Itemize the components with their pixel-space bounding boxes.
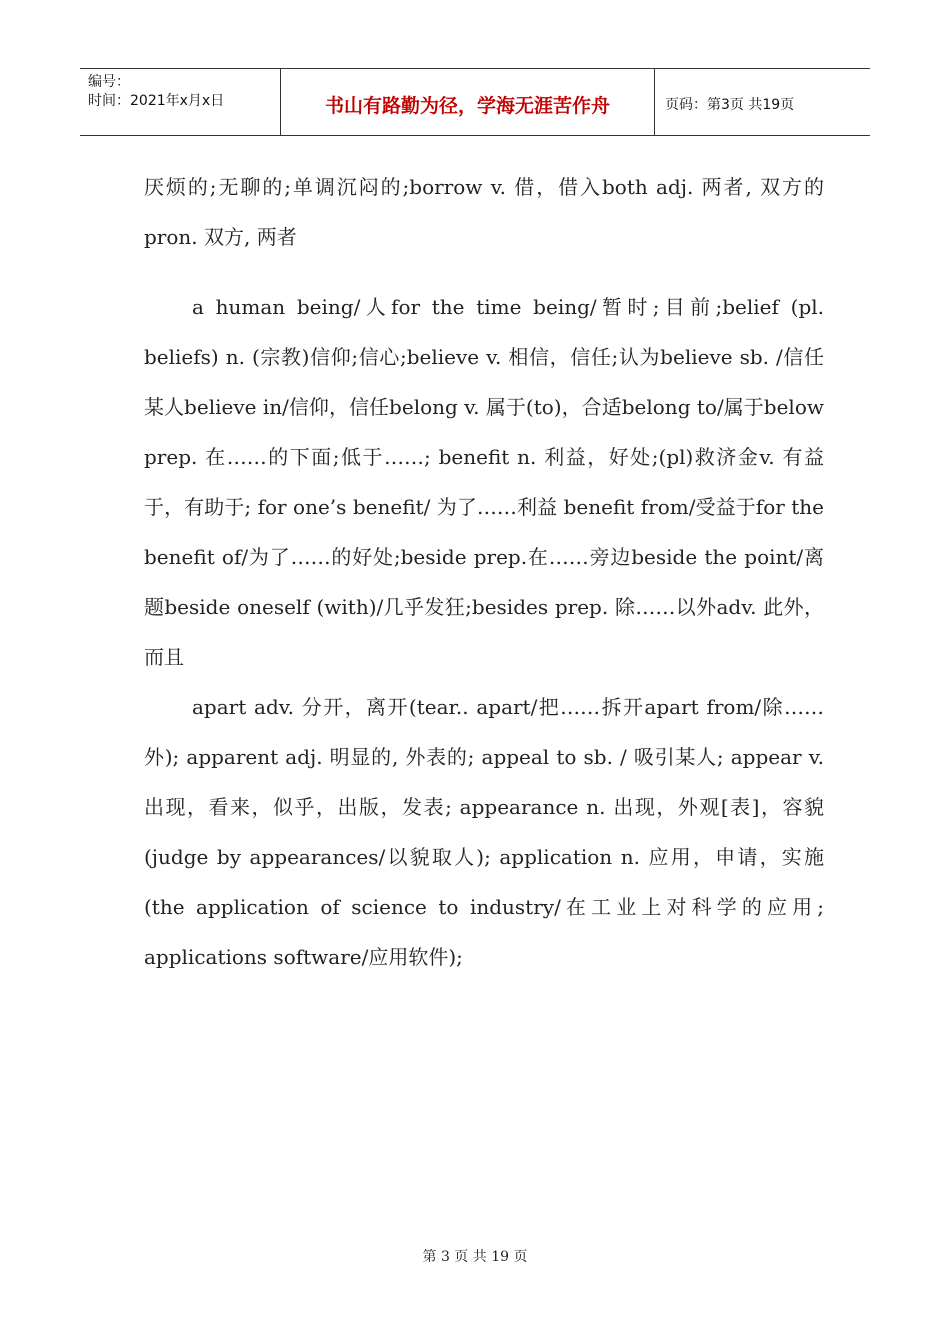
header-page-number: 页码：第3页 共19页 — [665, 97, 795, 113]
paragraph-3: apart adv. 分开，离开(tear.. apart/把……拆开apart from/除……外); apparent adj. 明显的, 外表的; appeal to sb. / 吸引某人; appear v. 出现，看来，似乎，出版，发表; appearance n. 出现，外观[表]，容貌(judge by appearances/以貌取人); application n. 应用，申请，实施(the application of science to industry/在工业上对科学的应用; applications software/应用软件); — [144, 695, 824, 969]
paragraph-1: 厌烦的;无聊的;单调沉闷的;borrow v. 借，借入both adj. 两者, 双方的 pron. 双方, 两者 — [144, 175, 824, 249]
document-body — [144, 162, 824, 982]
header-meta — [80, 69, 281, 135]
header-motto: 书山有路勤为径，学海无涯苦作舟 — [281, 69, 655, 135]
document-date-label: 时间：2021年x月x日 — [88, 93, 225, 109]
page-header — [80, 68, 870, 136]
document-number-label: 编号： — [88, 74, 130, 90]
paragraph-2: a human being/人for the time being/暂时;目前;belief (pl. beliefs) n. (宗教)信仰;信心;believe v. 相信，信任;认为believe sb. /信任某人believe in/信仰，信任belong v. 属于(to)，合适belong to/属于below prep. 在……的下面;低于……; benefit n. 利益，好处;(pl)救济金v. 有益于，有助于; for one’s benefit/ 为了……利益 benefit from/受益于for the benefit of/为了……的好处;beside prep.在……旁边beside the point/离题beside oneself (with)/几乎发狂;besides prep. 除……以外adv. 此外，而且 — [144, 295, 824, 669]
page-footer: 第 3 页 共 19 页 — [422, 1249, 528, 1265]
